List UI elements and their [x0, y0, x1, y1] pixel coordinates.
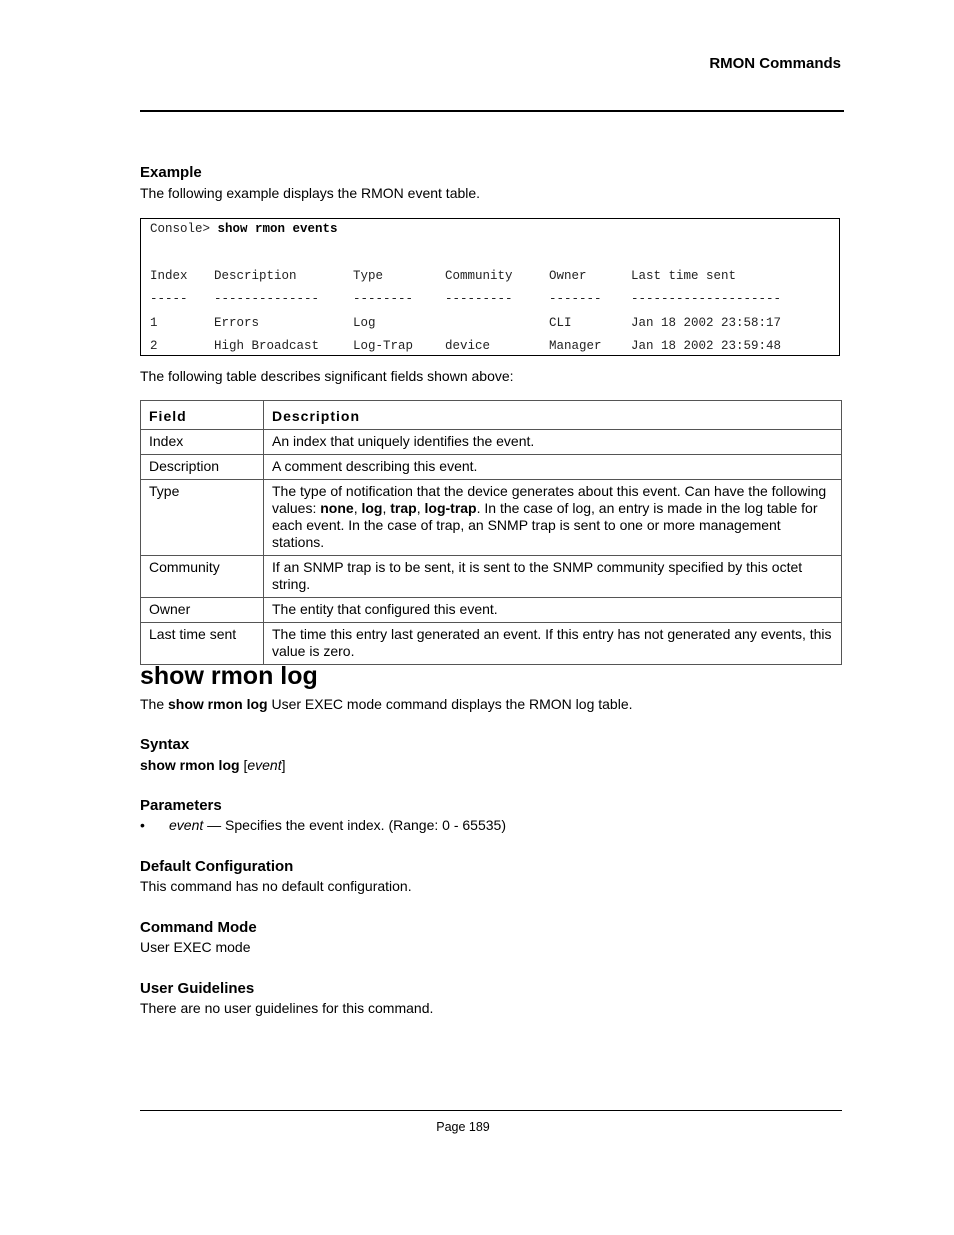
field-cell: Last time sent	[141, 623, 264, 665]
command-mode-heading: Command Mode	[140, 919, 257, 936]
console-dash: --------------	[214, 292, 320, 306]
console-command: show rmon events	[217, 222, 338, 236]
parameter-name: event	[169, 817, 204, 833]
desc-text: . In the case of log, an entry is made in the log table for each event. In the case of trap, an SNMP trap is sent to one or more management stations.	[272, 500, 818, 550]
console-cell: Errors	[214, 316, 260, 330]
console-prompt: Console>	[150, 222, 218, 236]
console-col-community: Community	[445, 269, 513, 283]
page-number: Page 189	[436, 1120, 490, 1134]
value-log-trap: log-trap	[424, 500, 477, 516]
console-cell: device	[445, 339, 491, 353]
console-cell: Jan 18 2002 23:58:17	[631, 316, 782, 330]
field-description-table	[140, 400, 842, 665]
command-mode-text: User EXEC mode	[140, 939, 251, 955]
field-cell: Owner	[141, 598, 264, 623]
table-row	[141, 556, 842, 598]
console-col-description: Description	[214, 269, 297, 283]
description-cell: A comment describing this event.	[264, 455, 842, 480]
default-config-text: This command has no default configuration.	[140, 878, 412, 894]
console-cell: Jan 18 2002 23:59:48	[631, 339, 782, 353]
value-log: log	[361, 500, 383, 516]
syntax-command: show rmon log	[140, 757, 240, 773]
value-trap: trap	[390, 500, 417, 516]
command-intro	[140, 696, 633, 712]
console-command-line	[150, 222, 338, 236]
description-cell: An index that uniquely identifies the event.	[264, 430, 842, 455]
console-col-owner: Owner	[549, 269, 587, 283]
field-cell: Description	[141, 455, 264, 480]
intro-command: show rmon log	[168, 696, 268, 712]
user-guidelines-heading: User Guidelines	[140, 980, 255, 997]
description-cell	[264, 480, 842, 556]
separator: ,	[382, 500, 391, 516]
console-col-index: Index	[150, 269, 188, 283]
table-header-description: Description	[264, 401, 842, 430]
table-row	[141, 598, 842, 623]
field-cell: Community	[141, 556, 264, 598]
example-heading: Example	[140, 164, 202, 181]
example-intro: The following example displays the RMON event table.	[140, 185, 481, 201]
footer-rule	[140, 1110, 842, 1111]
console-dash: --------	[353, 292, 414, 306]
value-none: none	[320, 500, 354, 516]
table-row	[141, 480, 842, 556]
parameter-desc: — Specifies the event index. (Range: 0 - 65535)	[203, 817, 506, 833]
description-cell: If an SNMP trap is to be sent, it is sent to the SNMP community specified by this octet string.	[264, 556, 842, 598]
bullet-icon: •	[140, 817, 145, 833]
console-dash: -------	[549, 292, 602, 306]
syntax-bracket: [	[239, 757, 248, 773]
console-cell: Log-Trap	[353, 339, 414, 353]
table-header-field: Field	[141, 401, 264, 430]
console-output-box	[140, 218, 840, 356]
user-guidelines-text: There are no user guidelines for this command.	[140, 1000, 434, 1016]
console-cell: CLI	[549, 316, 572, 330]
description-cell: The entity that configured this event.	[264, 598, 842, 623]
syntax-bracket: ]	[281, 757, 286, 773]
description-cell: The time this entry last generated an event. If this entry has not generated any events, this value is zero.	[264, 623, 842, 665]
console-dash: -----	[150, 292, 188, 306]
console-cell: High Broadcast	[214, 339, 320, 353]
default-config-heading: Default Configuration	[140, 858, 294, 875]
table-row	[141, 623, 842, 665]
table-row	[141, 455, 842, 480]
parameters-heading: Parameters	[140, 797, 222, 814]
desc-text: The type of notification that the device generates about this event. Can have the following values:	[272, 483, 827, 516]
header-rule	[140, 110, 844, 112]
console-cell: Log	[353, 316, 376, 330]
field-cell: Type	[141, 480, 264, 556]
intro-text: The	[140, 696, 169, 712]
separator: ,	[416, 500, 425, 516]
console-cell: Manager	[549, 339, 602, 353]
separator: ,	[353, 500, 362, 516]
table-header-row	[141, 401, 842, 430]
syntax-heading: Syntax	[140, 736, 190, 753]
console-dash: --------------------	[631, 292, 782, 306]
syntax-line	[140, 757, 285, 773]
intro-text: User EXEC mode command displays the RMON log table.	[267, 696, 633, 712]
syntax-param: event	[247, 757, 282, 773]
table-intro: The following table describes significant fields shown above:	[140, 368, 514, 384]
console-cell: 2	[150, 339, 158, 353]
console-cell: 1	[150, 316, 158, 330]
field-cell: Index	[141, 430, 264, 455]
parameter-item	[169, 817, 506, 833]
console-col-last-time-sent: Last time sent	[631, 269, 737, 283]
console-col-type: Type	[353, 269, 384, 283]
command-title: show rmon log	[140, 662, 318, 690]
table-row	[141, 430, 842, 455]
console-dash: ---------	[445, 292, 513, 306]
running-header-title: RMON Commands	[709, 55, 841, 72]
